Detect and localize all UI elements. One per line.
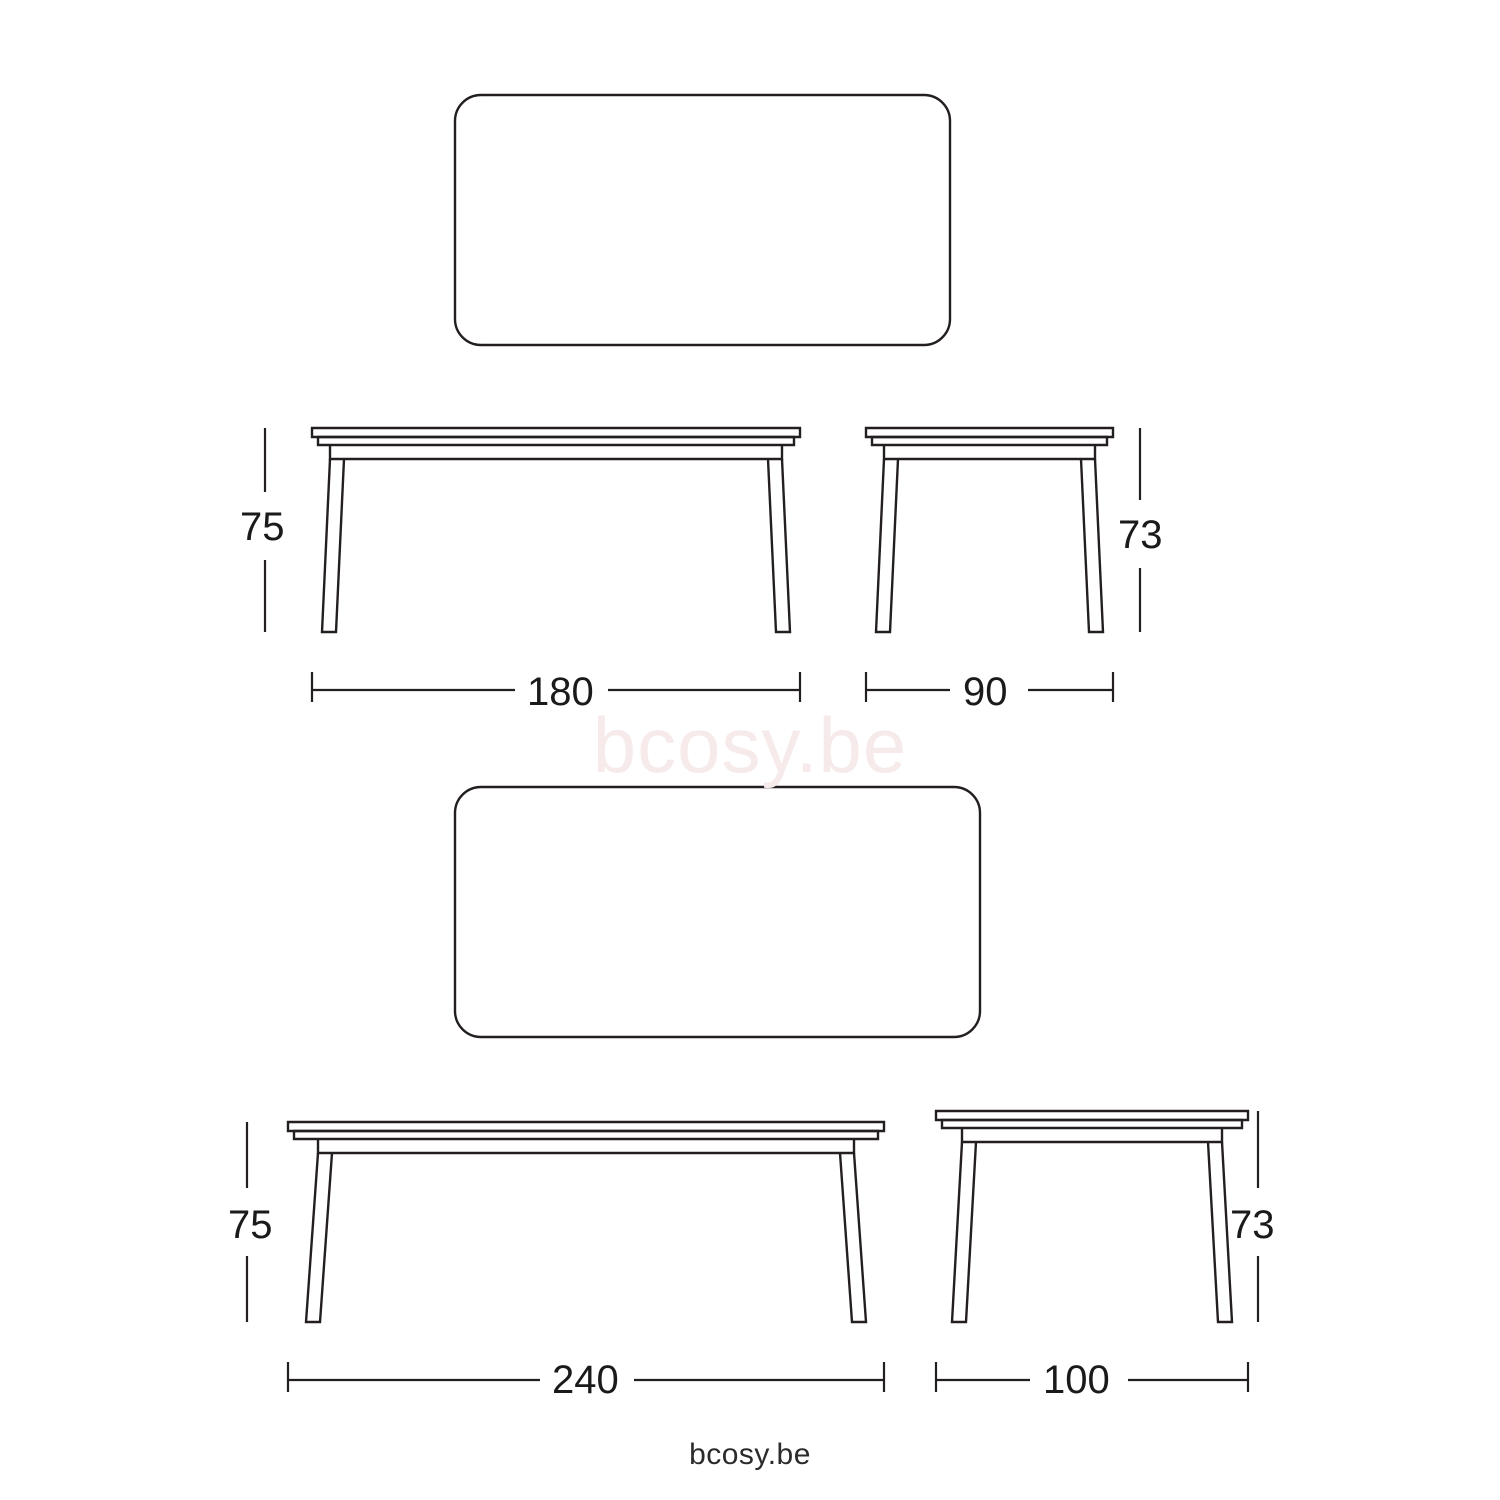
- dimension-label-height-73-upper: 73: [1118, 513, 1163, 557]
- front-elevation-240: [288, 1122, 884, 1322]
- side-elevation-90: [866, 428, 1113, 632]
- dimension-label-width-100: 100: [1043, 1358, 1110, 1402]
- dimension-label-width-240: 240: [552, 1358, 619, 1402]
- top-view-180x90: [455, 95, 950, 345]
- front-elevation-180: [312, 428, 800, 632]
- dimension-label-width-180: 180: [527, 670, 594, 714]
- watermark-center: bcosy.be: [592, 701, 908, 789]
- side-elevation-100: [936, 1111, 1248, 1322]
- top-view-240x100: [455, 787, 980, 1037]
- dimension-label-width-90: 90: [963, 670, 1008, 714]
- footer-brand: bcosy.be: [689, 1438, 811, 1471]
- dimension-label-height-75-lower: 75: [228, 1203, 273, 1247]
- dimension-label-height-75-upper: 75: [240, 505, 285, 549]
- dimension-label-height-73-lower: 73: [1230, 1203, 1275, 1247]
